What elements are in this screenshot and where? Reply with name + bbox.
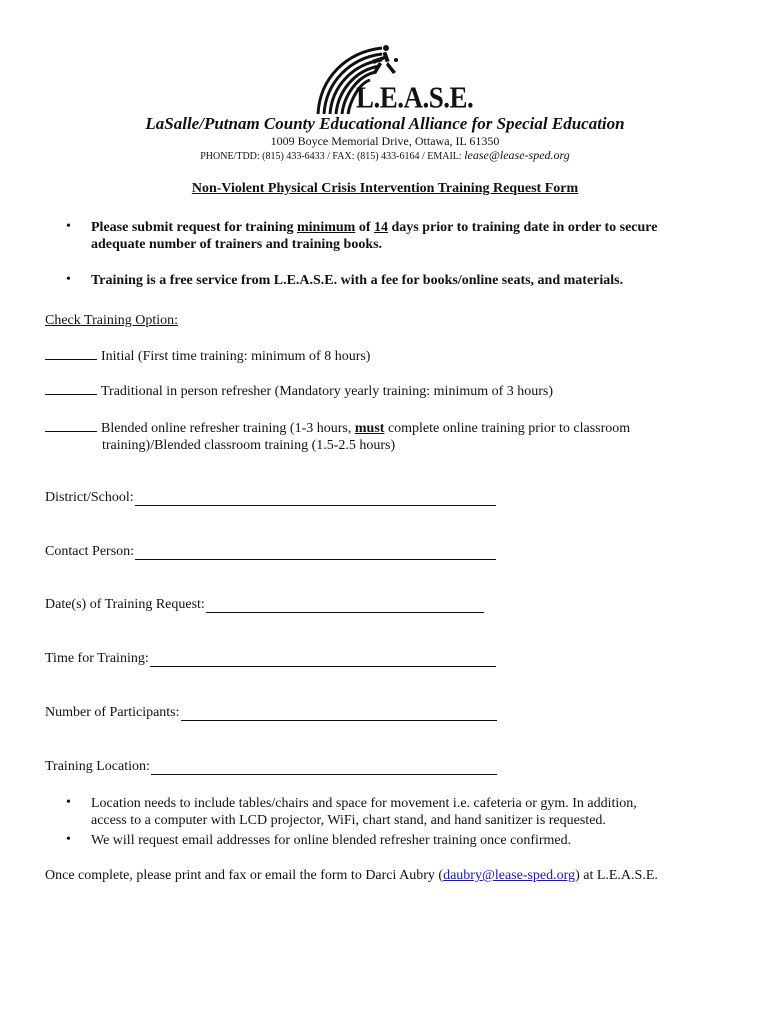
check-blank[interactable] [45, 347, 97, 360]
training-dates-field[interactable]: Date(s) of Training Request: [45, 597, 484, 613]
option-initial[interactable]: Initial (First time training: minimum of 8 hours) [45, 347, 370, 365]
organization-name: LaSalle/Putnam County Educational Alliance for Special Education [145, 114, 625, 133]
bullet-icon: • [66, 832, 71, 847]
email-addresses-note: We will request email addresses for online blended refresher training once confirmed. [91, 833, 572, 848]
bullet-icon: • [66, 795, 71, 810]
contact-email-link[interactable]: daubry@lease-sped.org [443, 868, 576, 883]
check-blank[interactable] [45, 382, 97, 395]
options-heading: Check Training Option: [45, 313, 179, 328]
bullet-icon: • [66, 272, 71, 287]
location-requirements-note: Location needs to include tables/chairs and space for movement i.e. cafeteria or gym. In addition, access to a computer with LCD projector, WiFi, chart stand, and hand sanitizer is requested. [91, 796, 637, 828]
notice-minimum-days: Please submit request for training minimum of 14 days prior to training date in order to secure adequate number of trainers and training books. [91, 220, 658, 252]
participants-field[interactable]: Number of Participants: [45, 705, 497, 721]
notice-free-service: Training is a free service from L.E.A.S.E. with a fee for books/online seats, and materials. [91, 273, 624, 288]
option-traditional[interactable]: Traditional in person refresher (Mandatory yearly training: minimum of 3 hours) [45, 382, 553, 400]
form-title: Non-Violent Physical Crisis Intervention Training Request Form [191, 181, 579, 196]
training-location-field[interactable]: Training Location: [45, 759, 497, 775]
submission-instructions: Once complete, please print and fax or email the form to Darci Aubry (daubry@lease-sped.org) at L.E.A.S.E. [45, 868, 658, 883]
training-time-field[interactable]: Time for Training: [45, 651, 496, 667]
bullet-icon: • [66, 219, 71, 234]
contact-prefix: PHONE/TDD: (815) 433-6433 / FAX: (815) 433-6164 / EMAIL: [200, 151, 462, 162]
option-blended[interactable]: Blended online refresher training (1-3 hours, must complete online training prior to classroom training)/Blended classroom training (1.5-2.5 hours) [45, 419, 725, 454]
header-email[interactable]: lease@lease-sped.org [464, 148, 570, 162]
contact-line [0, 148, 770, 163]
check-blank[interactable] [45, 419, 97, 432]
logo-text: L.E.A.S.E. [356, 80, 474, 115]
district-school-field[interactable]: District/School: [45, 490, 496, 506]
address: 1009 Boyce Memorial Drive, Ottawa, IL 61350 [270, 134, 500, 148]
contact-person-field[interactable]: Contact Person: [45, 544, 496, 560]
